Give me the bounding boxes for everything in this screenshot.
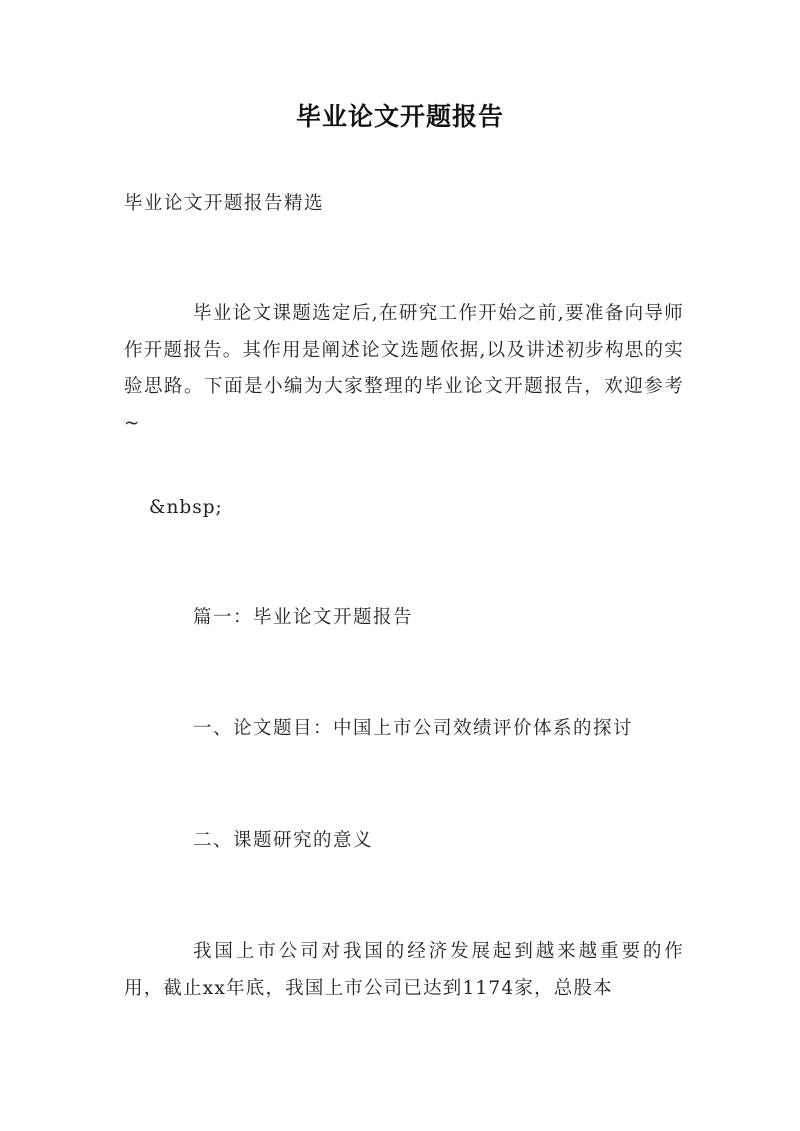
item-research-significance: 二、课题研究的意义: [193, 830, 374, 851]
nbsp-text: &nbsp;: [149, 497, 223, 518]
body-paragraph: 我国上市公司对我国的经济发展起到越来越重要的作用，截止xx年底，我国上市公司已达到1174家，总股本: [124, 941, 684, 999]
intro-paragraph: 毕业论文课题选定后,在研究工作开始之前,要准备向导师作开题报告。其作用是阐述论文选题依据,以及讲述初步构思的实验思路。下面是小编为大家整理的毕业论文开题报告，欢迎参考~: [124, 303, 684, 434]
section-heading: 篇一：毕业论文开题报告: [193, 607, 414, 628]
item-thesis-title: 一、论文题目：中国上市公司效绩评价体系的探讨: [193, 718, 634, 739]
document-subtitle: 毕业论文开题报告精选: [124, 193, 325, 214]
document-title: 毕业论文开题报告: [295, 102, 504, 131]
